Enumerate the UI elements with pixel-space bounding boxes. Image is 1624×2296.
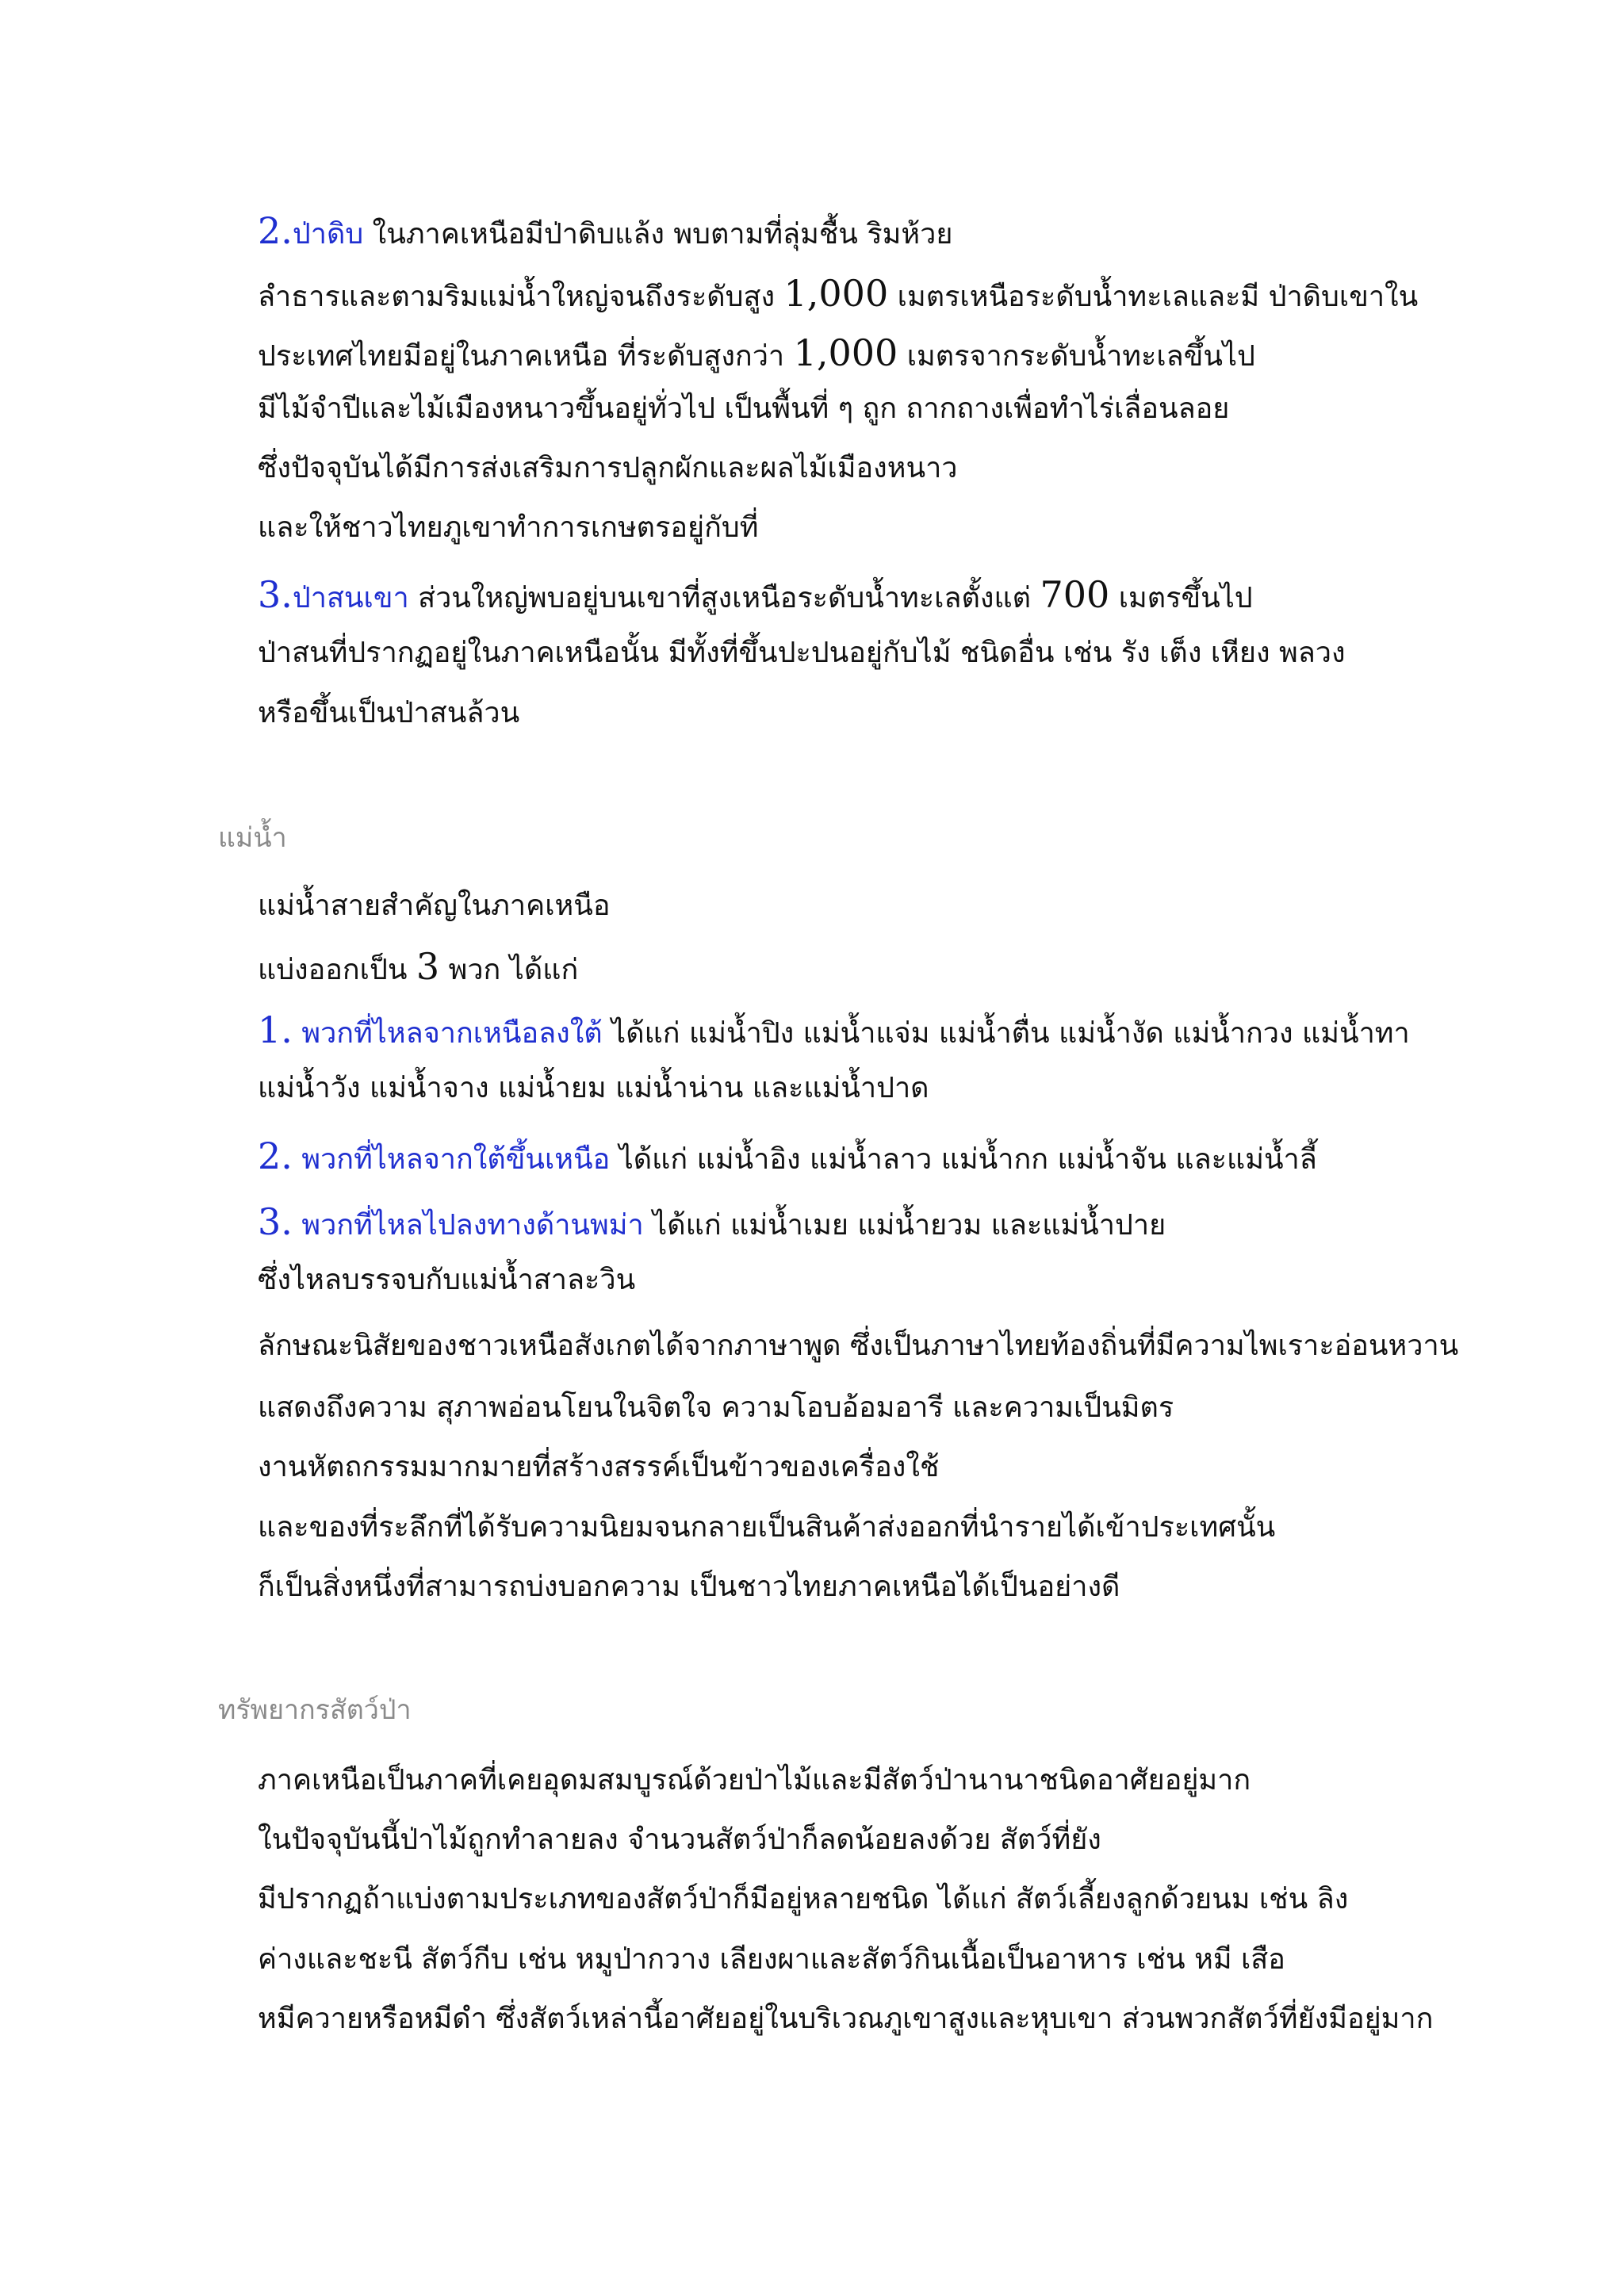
character-line-2: แสดงถึงความ สุภาพอ่อนโยนในจิตใจ ความโอบอ้อมอารี และความเป็นมิตร bbox=[258, 1391, 1174, 1424]
character-line-4: และของที่ระลึกที่ได้รับความนิยมจนกลายเป็นสินค้าส่งออกที่นำรายได้เข้าประเทศนั้น bbox=[258, 1511, 1276, 1544]
forest-item-2-line-3 bbox=[258, 331, 1255, 374]
forest-item-3-number: 3. bbox=[258, 573, 293, 616]
text-segment: ลำธารและตามริมแม่น้ำใหญ่จนถึงระดับสูง bbox=[258, 281, 784, 313]
forest-item-2-line-5: ซึ่งปัจจุบันได้มีการส่งเสริมการปลูกผักและผลไม้เมืองหนาว bbox=[258, 452, 958, 484]
text-segment: ได้แก่ แม่น้ำปิง แม่น้ำแจ่ม แม่น้ำตื่น แม่น้ำงัด แม่น้ำกวง แม่น้ำทา bbox=[602, 1017, 1410, 1050]
wildlife-line-1: ภาคเหนือเป็นภาคที่เคยอุดมสมบูรณ์ด้วยป่าไม้และมีสัตว์ป่านานาชนิดอาศัยอยู่มาก bbox=[258, 1764, 1251, 1797]
forest-item-3-line-3: หรือขึ้นเป็นป่าสนล้วน bbox=[258, 697, 520, 729]
forest-item-2-line-2 bbox=[258, 272, 1419, 315]
rivers-intro-2 bbox=[258, 945, 579, 988]
rivers-intro-1: แม่น้ำสายสำคัญในภาคเหนือ bbox=[258, 890, 611, 922]
forest-item-3-line-1 bbox=[258, 573, 1253, 616]
rivers-group-1-line-1 bbox=[258, 1008, 1410, 1051]
rivers-group-3-title: พวกที่ไหลไปลงทางด้านพม่า bbox=[292, 1209, 644, 1242]
text-segment: เมตรขึ้นไป bbox=[1109, 582, 1253, 614]
character-line-1: ลักษณะนิสัยของชาวเหนือสังเกตได้จากภาษาพูด ซึ่งเป็นภาษาไทยท้องถิ่นที่มีความไพเราะอ่อนหวาน bbox=[258, 1330, 1459, 1362]
forest-item-2-line-6: และให้ชาวไทยภูเขาทำการเกษตรอยู่กับที่ bbox=[258, 511, 759, 544]
number-1000: 1,000 bbox=[793, 331, 898, 374]
forest-item-2-line-4: มีไม้จำปีและไม้เมืองหนาวขึ้นอยู่ทั่วไป เป็นพื้นที่ ๆ ถูก ถากถางเพื่อทำไร่เลื่อนลอย bbox=[258, 392, 1230, 425]
rivers-heading: แม่น้ำ bbox=[218, 822, 287, 854]
forest-item-2-line-1 bbox=[258, 209, 953, 252]
character-line-5: ก็เป็นสิ่งหนึ่งที่สามารถบ่งบอกความ เป็นชาวไทยภาคเหนือได้เป็นอย่างดี bbox=[258, 1571, 1120, 1603]
forest-item-3-title: ป่าสนเขา bbox=[292, 582, 409, 614]
number-1000: 1,000 bbox=[783, 272, 889, 315]
rivers-group-2-title: พวกที่ไหลจากใต้ขึ้นเหนือ bbox=[292, 1143, 611, 1176]
forest-item-2-title: ป่าดิบ bbox=[292, 218, 364, 251]
text-segment: เมตรเหนือระดับน้ำทะเลและมี ป่าดิบเขาใน bbox=[888, 281, 1419, 313]
rivers-group-1-title: พวกที่ไหลจากเหนือลงใต้ bbox=[292, 1017, 603, 1050]
number-700: 700 bbox=[1040, 573, 1110, 616]
text-segment: ประเทศไทยมีอยู่ในภาคเหนือ ที่ระดับสูงกว่า bbox=[258, 340, 794, 373]
forest-item-2-text: ในภาคเหนือมีป่าดิบแล้ง พบตามที่ลุ่มชื้น ริมห้วย bbox=[363, 218, 953, 251]
text-segment: ได้แก่ แม่น้ำอิง แม่น้ำลาว แม่น้ำกก แม่น้ำจัน และแม่น้ำลี้ bbox=[610, 1143, 1317, 1176]
text-segment: พวก ได้แก่ bbox=[439, 954, 579, 986]
text-segment: แบ่งออกเป็น bbox=[258, 954, 416, 986]
rivers-group-2-number: 2. bbox=[258, 1135, 293, 1177]
text-segment: เมตรจากระดับน้ำทะเลขึ้นไป bbox=[898, 340, 1255, 373]
rivers-group-3-number: 3. bbox=[258, 1200, 293, 1243]
rivers-group-1-number: 1. bbox=[258, 1008, 293, 1051]
wildlife-line-3: มีปรากฏถ้าแบ่งตามประเภทของสัตว์ป่าก็มีอยู่หลายชนิด ได้แก่ สัตว์เลี้ยงลูกด้วยนม เช่น ลิง bbox=[258, 1883, 1349, 1915]
text-segment: ส่วนใหญ่พบอยู่บนเขาที่สูงเหนือระดับน้ำทะเลตั้งแต่ bbox=[408, 582, 1040, 614]
rivers-group-3-line-2: ซึ่งไหลบรรจบกับแม่น้ำสาละวิน bbox=[258, 1264, 636, 1296]
forest-item-3-line-2: ป่าสนที่ปรากฏอยู่ในภาคเหนือนั้น มีทั้งที่ขึ้นปะปนอยู่กับไม้ ชนิดอื่น เช่น รัง เต็ง เหียง พลวง bbox=[258, 637, 1346, 669]
number-3: 3 bbox=[416, 945, 440, 988]
text-segment: ได้แก่ แม่น้ำเมย แม่น้ำยวม และแม่น้ำปาย bbox=[643, 1209, 1166, 1242]
wildlife-line-5: หมีควายหรือหมีดำ ซึ่งสัตว์เหล่านี้อาศัยอยู่ในบริเวณภูเขาสูงและหุบเขา ส่วนพวกสัตว์ที่ยังมีอยู่มาก bbox=[258, 2003, 1434, 2035]
forest-item-2-number: 2. bbox=[258, 209, 293, 252]
rivers-group-3-line-1 bbox=[258, 1200, 1166, 1243]
rivers-group-2-line-1 bbox=[258, 1135, 1317, 1177]
rivers-group-1-line-2: แม่น้ำวัง แม่น้ำจาง แม่น้ำยม แม่น้ำน่าน และแม่น้ำปาด bbox=[258, 1072, 929, 1104]
wildlife-line-2: ในปัจจุบันนี้ป่าไม้ถูกทำลายลง จำนวนสัตว์ป่าก็ลดน้อยลงด้วย สัตว์ที่ยัง bbox=[258, 1823, 1101, 1856]
character-line-3: งานหัตถกรรมมากมายที่สร้างสรรค์เป็นข้าวของเครื่องใช้ bbox=[258, 1451, 940, 1483]
wildlife-heading: ทรัพยากรสัตว์ป่า bbox=[218, 1694, 412, 1726]
wildlife-line-4: ค่างและชะนี สัตว์กีบ เช่น หมูป่ากวาง เลียงผาและสัตว์กินเนื้อเป็นอาหาร เช่น หมี เสือ bbox=[258, 1943, 1285, 1976]
